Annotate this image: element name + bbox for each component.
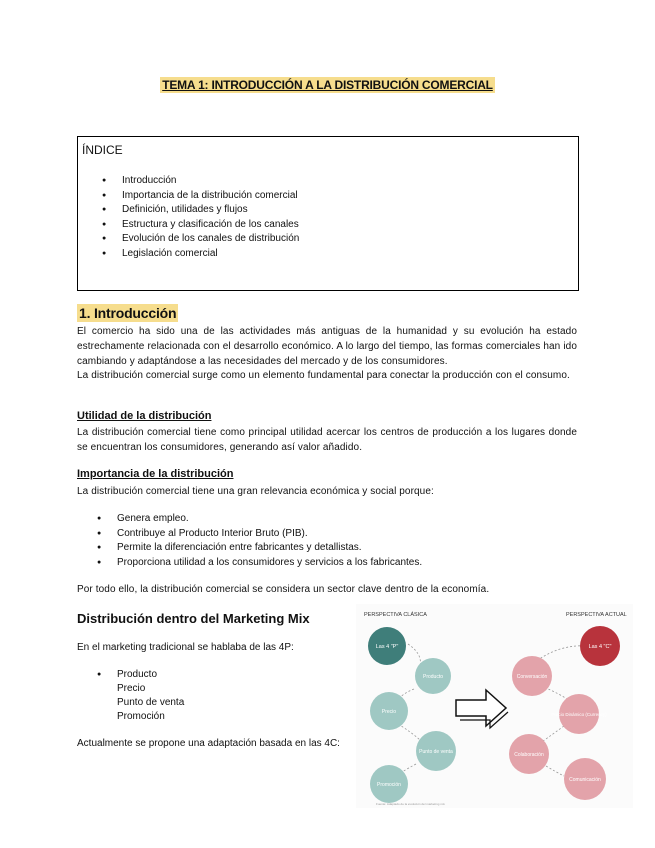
diagram-left-title: PERSPECTIVA CLÁSICA (364, 612, 427, 618)
four-p-list (97, 668, 184, 724)
index-item: ● Importancia de la distribución comercial (102, 189, 299, 204)
document-title-wrap (0, 76, 655, 94)
subheading-utilidad: Utilidad de la distribución (77, 410, 212, 422)
index-item: ● Evolución de los canales de distribución (102, 232, 299, 247)
document-title: TEMA 1: INTRODUCCIÓN A LA DISTRIBUCIÓN COMERCIAL (162, 78, 493, 92)
diagram-right-title: PERSPECTIVA ACTUAL (566, 612, 627, 618)
left-node-label: Promoción (377, 782, 401, 788)
right-node-label: Comunicación (569, 777, 601, 783)
list-item: ● Permite la diferenciación entre fabricantes y detallistas. (97, 541, 422, 556)
marketing-mix-closing: Actualmente se propone una adaptación basada en las 4C: (77, 738, 340, 749)
intro-paragraph-1: El comercio ha sido una de las actividades más antiguas de la humanidad y su evolución ha estado estrechamente relacionada con el desarrollo económico. A lo largo del tiempo, las formas comerciales han ido cambiando y adaptándose a las necesidades del mercado y de los consumidores. (77, 326, 577, 367)
intro-paragraph-2: La distribución comercial surge como un elemento fundamental para conectar la producción con el consumo. (77, 370, 570, 381)
index-list (102, 174, 299, 261)
list-item: Promoción (117, 711, 165, 722)
left-node-label: Punto de venta (419, 749, 453, 755)
marketing-mix-intro: En el marketing tradicional se hablaba de las 4P: (77, 642, 294, 653)
list-item: ● Proporciona utilidad a los consumidores y servicios a los fabricantes. (97, 556, 422, 571)
left-center-label: Las 4 "P" (375, 644, 399, 650)
utilidad-paragraph: La distribución comercial tiene como principal utilidad acercar los centros de producción a los lugares donde se encuentran los consumidores, generando así valor añadido. (77, 427, 577, 453)
importancia-list (97, 512, 422, 570)
index-box (77, 136, 579, 291)
importancia-conclusion: Por todo ello, la distribución comercial se considera un sector clave dentro de la economía. (77, 584, 490, 595)
index-item: ● Definición, utilidades y flujos (102, 203, 299, 218)
list-item: ● Producto (97, 668, 184, 682)
list-item: Precio (117, 683, 146, 694)
index-item: ● Introducción (102, 174, 299, 189)
right-node-label: Conversación (516, 674, 548, 680)
section-heading-introduccion: 1. Introducción (79, 305, 177, 321)
list-item: Punto de venta (117, 697, 185, 708)
left-node-label: Producto (422, 674, 444, 680)
index-heading: ÍNDICE (82, 143, 123, 157)
list-item: ● Contribuye al Producto Interior Bruto (PIB). (97, 527, 422, 542)
diagram-caption: Fuente: Adaptado de la evolución del marketing mix (376, 802, 445, 806)
right-node-label: Colaboración (514, 752, 544, 758)
index-item: ● Legislación comercial (102, 247, 299, 262)
index-item: ● Estructura y clasificación de los canales (102, 218, 299, 233)
right-node-label: Precio Dinámico (Currency) (551, 712, 607, 717)
subheading-importancia: Importancia de la distribución (77, 468, 234, 480)
marketing-mix-heading: Distribución dentro del Marketing Mix (77, 611, 310, 626)
left-node-label: Precio (381, 709, 397, 715)
perspective-diagram (356, 604, 633, 808)
importancia-intro: La distribución comercial tiene una gran relevancia económica y social porque: (77, 486, 434, 497)
list-item: ● Genera empleo. (97, 512, 422, 527)
right-center-label: Las 4 "C" (588, 644, 612, 650)
